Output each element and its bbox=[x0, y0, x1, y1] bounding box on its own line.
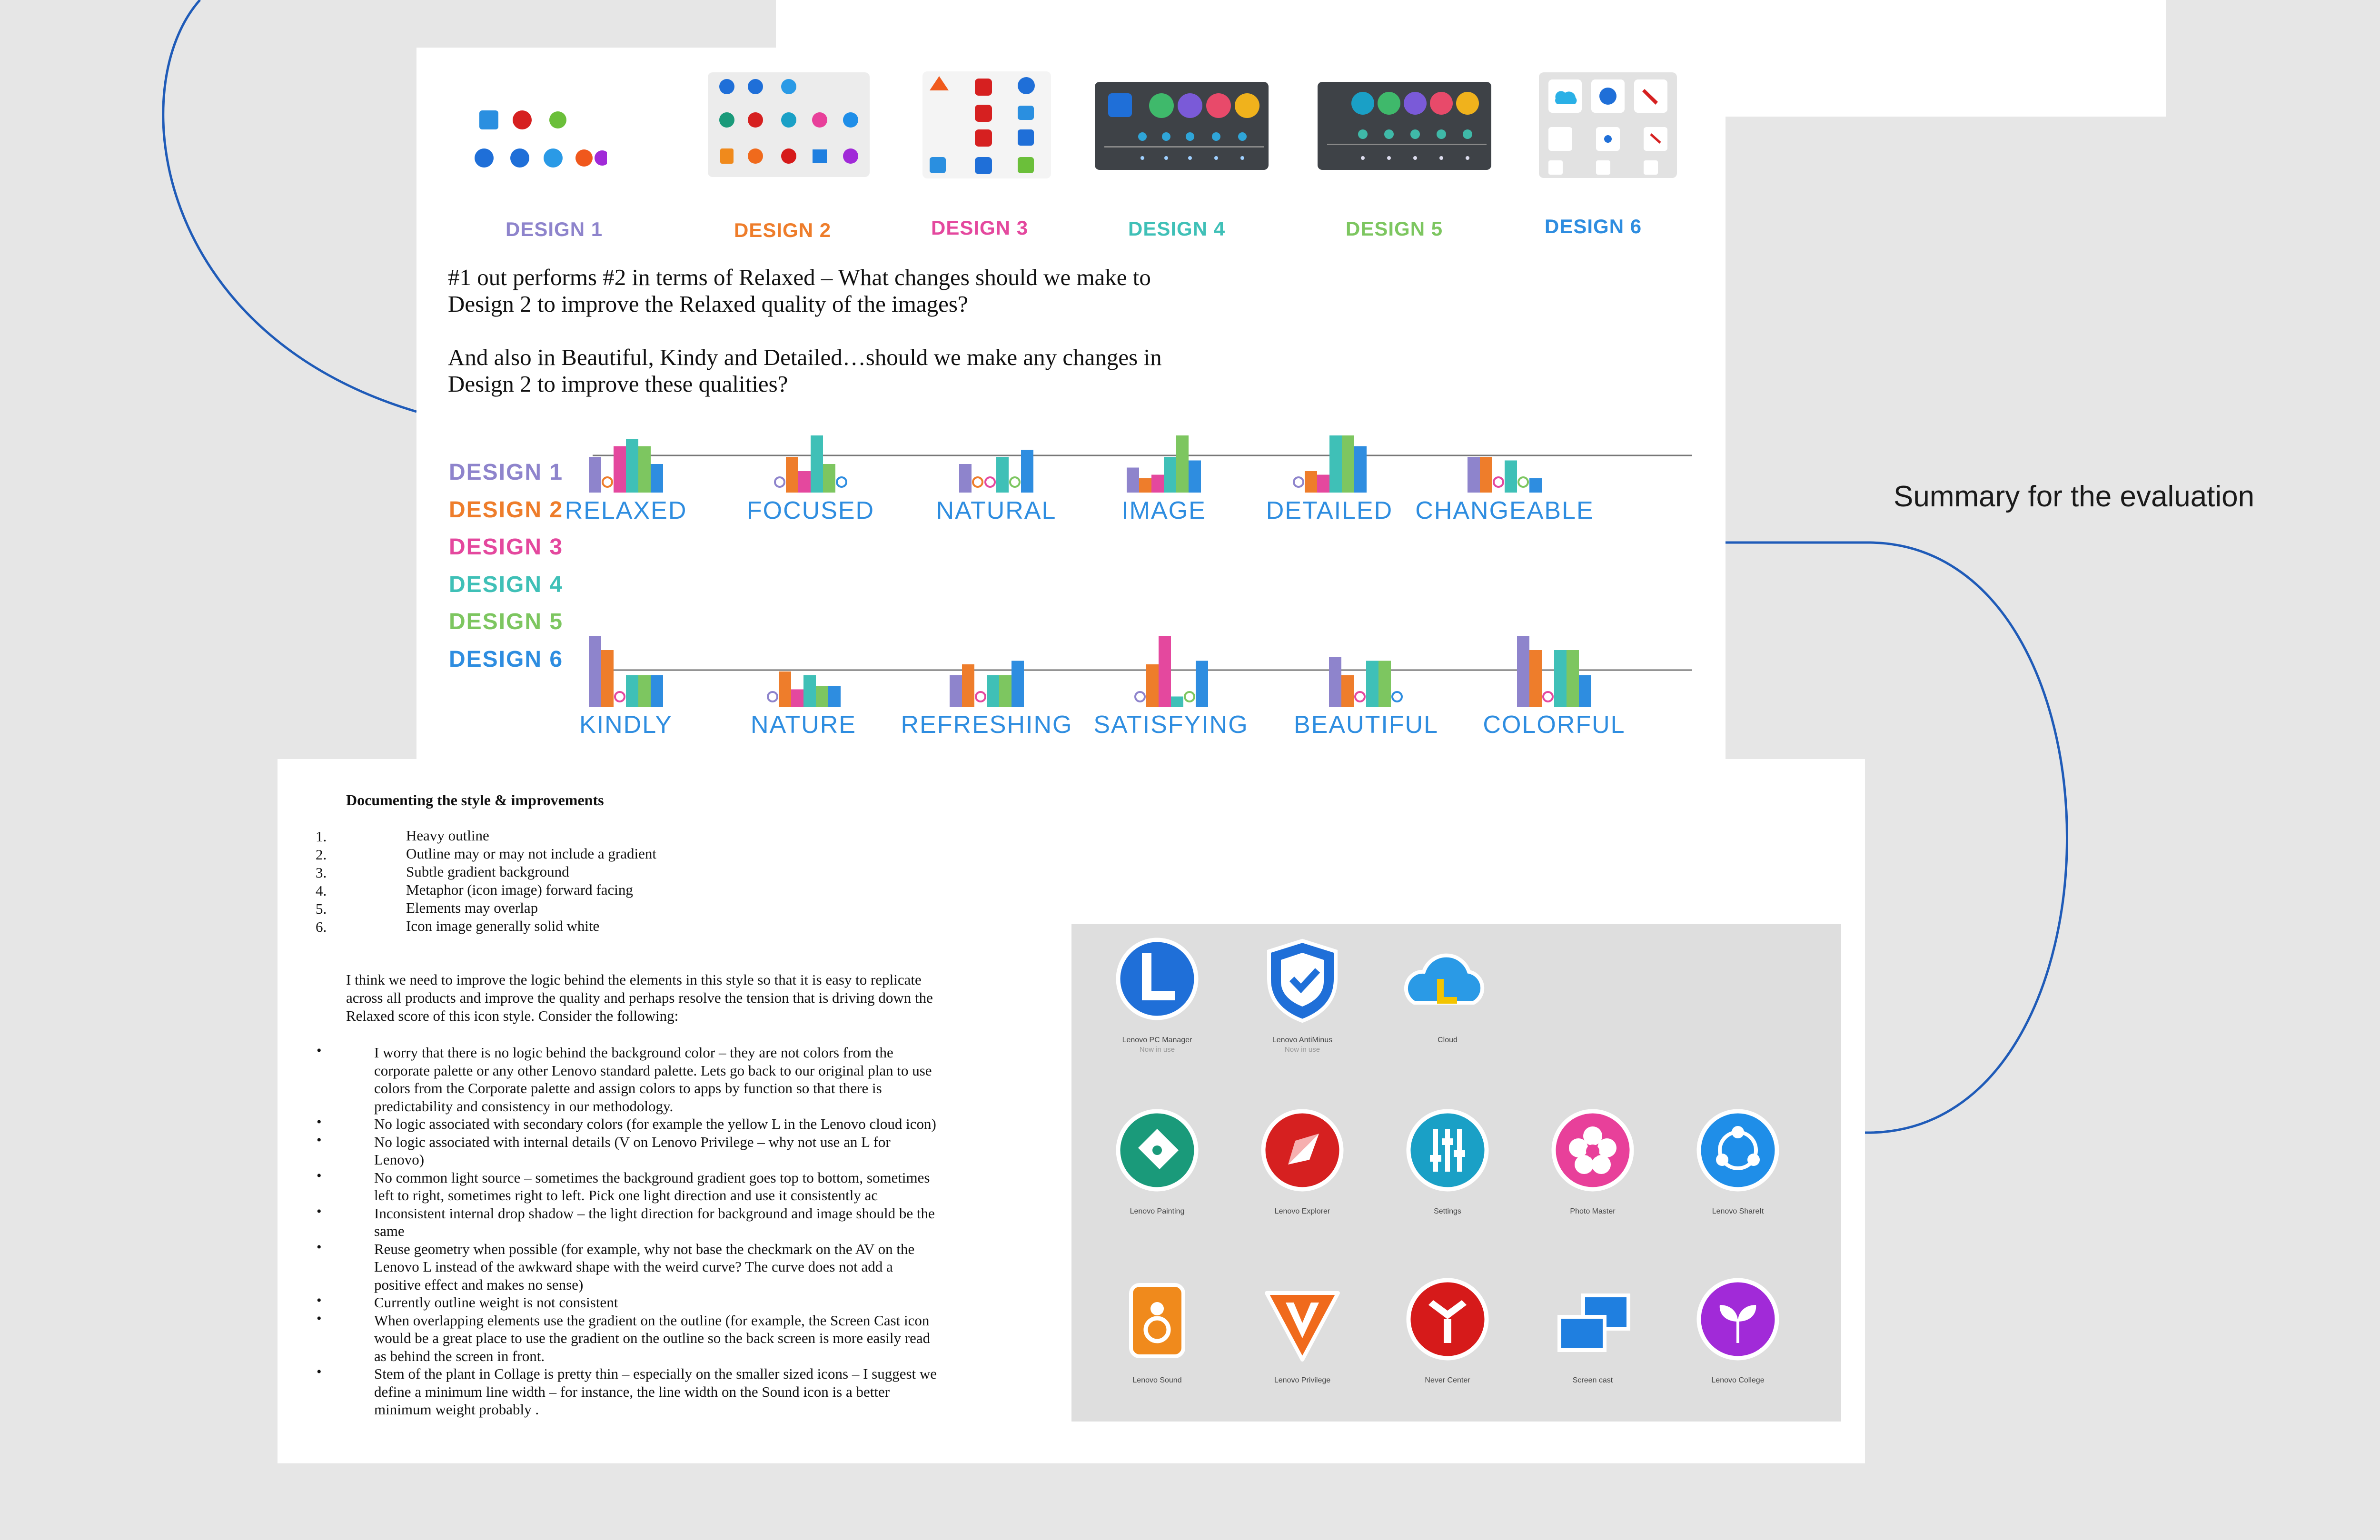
legend-design-4: DESIGN 4 bbox=[449, 572, 564, 597]
bar-changeable-design-2 bbox=[1480, 457, 1492, 493]
list-item: Heavy outline bbox=[406, 827, 489, 844]
list-item: Elements may overlap bbox=[406, 899, 538, 916]
category-label-refreshing: REFRESHING bbox=[901, 711, 1073, 739]
y-blade-icon[interactable] bbox=[1400, 1272, 1495, 1367]
bar-colorful-design-5 bbox=[1567, 650, 1579, 707]
bar-relaxed-design-4 bbox=[626, 439, 638, 493]
marker-nature-design-1 bbox=[768, 692, 777, 701]
marker-natural-design-3 bbox=[985, 477, 995, 487]
bullet-line: left to right, sometimes right to left. Pick one light direction and use it consistently ac bbox=[374, 1187, 878, 1204]
bullet-line: positive effect and makes no sense) bbox=[374, 1276, 584, 1293]
bullet-dot: • bbox=[317, 1310, 322, 1326]
bar-changeable-design-1 bbox=[1468, 457, 1480, 493]
flower-icon[interactable] bbox=[1545, 1103, 1640, 1198]
doc-title: Documenting the style & improvements bbox=[346, 791, 604, 809]
question-relaxed-line-2: Design 2 to improve the Relaxed quality of the images? bbox=[448, 291, 968, 317]
intro-line: Relaxed score of this icon style. Consider the following: bbox=[346, 1007, 679, 1024]
marker-refreshing-design-3 bbox=[976, 692, 985, 701]
shield-check-icon[interactable] bbox=[1255, 931, 1350, 1027]
category-label-detailed: DETAILED bbox=[1266, 497, 1393, 524]
bullet-line: same bbox=[374, 1223, 405, 1239]
bar-kindly-design-5 bbox=[638, 675, 651, 708]
marker-beautiful-design-3 bbox=[1355, 692, 1365, 701]
icon-label: Photo Master bbox=[1570, 1207, 1616, 1215]
bullet-dot: • bbox=[317, 1132, 322, 1148]
bar-nature-design-4 bbox=[803, 675, 816, 708]
bullet-line: No logic associated with internal details (V on Lenovo Privilege – why not use an L for bbox=[374, 1133, 891, 1150]
icon-label: Screen cast bbox=[1572, 1376, 1613, 1384]
thumb-label-design-4: DESIGN 4 bbox=[1128, 217, 1226, 240]
bullet-line: No logic associated with secondary colors (for example the yellow L in the Lenovo cloud icon) bbox=[374, 1116, 936, 1132]
bullet-line: No common light source – sometimes the background gradient goes top to bottom, sometimes bbox=[374, 1169, 930, 1186]
bullet-line: Currently outline weight is not consistent bbox=[374, 1294, 618, 1311]
question-qualities-line-2: Design 2 to improve these qualities? bbox=[448, 371, 788, 397]
thumb-label-design-3: DESIGN 3 bbox=[931, 217, 1029, 239]
bullet-line: minimum weight probably . bbox=[374, 1401, 539, 1418]
legend-design-5: DESIGN 5 bbox=[449, 609, 564, 634]
style-document-panel bbox=[278, 759, 1865, 1463]
bullet-dot: • bbox=[317, 1364, 322, 1380]
bar-image-design-1 bbox=[1127, 468, 1139, 493]
legend-design-1: DESIGN 1 bbox=[449, 460, 564, 485]
bar-colorful-design-1 bbox=[1517, 636, 1529, 707]
left-arc bbox=[163, 0, 416, 412]
icon-label: Lenovo PC Manager bbox=[1122, 1036, 1192, 1044]
bullet-dot: • bbox=[317, 1167, 322, 1184]
bullet-dot: • bbox=[317, 1043, 322, 1058]
icon-label: Settings bbox=[1434, 1207, 1461, 1215]
category-label-nature: NATURE bbox=[751, 711, 856, 739]
legend-design-2: DESIGN 2 bbox=[449, 497, 564, 523]
list-item: Outline may or may not include a gradient bbox=[406, 845, 656, 862]
bar-satisfying-design-6 bbox=[1196, 661, 1208, 708]
bullet-line: define a minimum line width – for instance, the line width on the Sound icon is a better bbox=[374, 1383, 890, 1400]
bullet-line: Stem of the plant in Collage is pretty thin – especially on the smaller sized icons – I suggest we bbox=[374, 1365, 937, 1382]
bar-detailed-design-6 bbox=[1354, 446, 1367, 493]
icon-label: Cloud bbox=[1438, 1036, 1458, 1044]
bar-refreshing-design-4 bbox=[987, 675, 999, 708]
bar-natural-design-1 bbox=[959, 464, 972, 493]
marker-focused-design-1 bbox=[775, 477, 784, 487]
thumb-label-design-2: DESIGN 2 bbox=[734, 219, 832, 241]
bar-image-design-5 bbox=[1176, 435, 1189, 493]
marker-natural-design-2 bbox=[973, 477, 982, 487]
bullet-line: as behind the screen in front. bbox=[374, 1347, 545, 1364]
bar-detailed-design-5 bbox=[1342, 435, 1354, 493]
marker-relaxed-design-2 bbox=[603, 477, 612, 487]
list-number: 4. bbox=[316, 882, 327, 899]
bar-beautiful-design-4 bbox=[1366, 661, 1378, 708]
bar-image-design-3 bbox=[1151, 475, 1164, 493]
category-label-image: IMAGE bbox=[1121, 497, 1206, 524]
list-number: 6. bbox=[316, 918, 327, 935]
bullet-line: would be a great place to use the gradient on the outline so the back screen is more easily read bbox=[374, 1330, 931, 1346]
speaker-icon[interactable] bbox=[1110, 1272, 1205, 1367]
icon-label: Lenovo Explorer bbox=[1274, 1207, 1330, 1215]
icon-label: Lenovo College bbox=[1711, 1376, 1765, 1384]
v-badge-icon[interactable] bbox=[1255, 1272, 1350, 1367]
bullet-line: I worry that there is no logic behind the background color – they are not colors from the bbox=[374, 1044, 893, 1061]
marker-changeable-design-5 bbox=[1518, 477, 1528, 487]
bullet-dot: • bbox=[317, 1293, 322, 1308]
thumb-label-design-1: DESIGN 1 bbox=[506, 218, 603, 240]
bar-detailed-design-4 bbox=[1329, 435, 1342, 493]
bar-nature-design-6 bbox=[828, 686, 841, 707]
bullet-line: colors from the Corporate palette and assign colors to apps by function so that there is bbox=[374, 1080, 882, 1096]
bullet-line: When overlapping elements use the gradient on the outline (for example, the Screen Cast icon bbox=[374, 1312, 930, 1329]
icon-label: Lenovo Sound bbox=[1132, 1376, 1182, 1384]
category-label-colorful: COLORFUL bbox=[1483, 711, 1626, 739]
cloud-icon[interactable] bbox=[1400, 931, 1495, 1027]
bar-natural-design-6 bbox=[1021, 450, 1033, 493]
summary-label: Summary for the evaluation bbox=[1894, 480, 2255, 513]
list-item: Subtle gradient background bbox=[406, 863, 569, 880]
bar-satisfying-design-2 bbox=[1146, 664, 1159, 707]
bullet-dot: • bbox=[317, 1239, 322, 1255]
bar-kindly-design-6 bbox=[651, 675, 663, 708]
list-item: Icon image generally solid white bbox=[406, 918, 600, 934]
bullet-line: corporate palette or any other Lenovo standard palette. Lets go back to our original plan to use bbox=[374, 1062, 932, 1079]
compass-icon[interactable] bbox=[1255, 1103, 1350, 1198]
icon-label: Lenovo AntiMinus bbox=[1272, 1036, 1333, 1044]
marker-detailed-design-1 bbox=[1294, 477, 1303, 487]
bullet-line: Inconsistent internal drop shadow – the light direction for background and image should be the bbox=[374, 1204, 935, 1222]
bar-nature-design-2 bbox=[779, 671, 791, 707]
thumb-label-design-5: DESIGN 5 bbox=[1346, 217, 1443, 240]
intro-line: across all products and improve the quality and perhaps resolve the tension that is driving down the bbox=[346, 989, 933, 1006]
bar-focused-design-5 bbox=[823, 464, 835, 493]
bar-relaxed-design-3 bbox=[614, 446, 626, 493]
share-nodes-icon[interactable] bbox=[1690, 1103, 1785, 1198]
paint-bucket-icon[interactable] bbox=[1110, 1103, 1205, 1198]
bar-relaxed-design-6 bbox=[651, 464, 663, 493]
marker-kindly-design-3 bbox=[615, 692, 625, 701]
category-label-focused: FOCUSED bbox=[746, 497, 875, 524]
bar-nature-design-5 bbox=[816, 686, 828, 707]
bar-kindly-design-2 bbox=[601, 650, 614, 707]
marker-satisfying-design-5 bbox=[1185, 692, 1194, 701]
bullet-line: predictability and consistency in our methodology. bbox=[374, 1097, 674, 1115]
bar-image-design-6 bbox=[1189, 461, 1201, 493]
bar-image-design-2 bbox=[1139, 478, 1151, 493]
category-label-satisfying: SATISFYING bbox=[1093, 711, 1249, 739]
bar-changeable-design-6 bbox=[1529, 478, 1542, 493]
bar-detailed-design-3 bbox=[1317, 475, 1329, 493]
icon-sheet bbox=[1071, 924, 1841, 1422]
thumb-label-design-6: DESIGN 6 bbox=[1545, 215, 1642, 237]
icon-label: Lenovo ShareIt bbox=[1712, 1207, 1764, 1215]
bar-satisfying-design-3 bbox=[1159, 636, 1171, 707]
bar-colorful-design-2 bbox=[1529, 650, 1542, 707]
icon-label: Lenovo Privilege bbox=[1274, 1376, 1331, 1384]
list-number: 5. bbox=[316, 900, 327, 917]
bar-beautiful-design-1 bbox=[1329, 657, 1341, 707]
bar-image-design-4 bbox=[1164, 457, 1176, 493]
bar-colorful-design-4 bbox=[1554, 650, 1567, 707]
bar-colorful-design-6 bbox=[1579, 675, 1591, 708]
screen-cast-icon[interactable] bbox=[1545, 1272, 1640, 1367]
marker-focused-design-6 bbox=[837, 477, 846, 487]
bar-kindly-design-4 bbox=[626, 675, 638, 708]
bar-refreshing-design-1 bbox=[950, 675, 962, 708]
bar-kindly-design-1 bbox=[589, 636, 601, 707]
marker-satisfying-design-1 bbox=[1135, 692, 1145, 701]
legend-design-6: DESIGN 6 bbox=[449, 647, 564, 672]
bullet-line: Lenovo) bbox=[374, 1151, 425, 1168]
category-label-relaxed: RELAXED bbox=[565, 497, 687, 524]
legend-design-3: DESIGN 3 bbox=[449, 534, 564, 560]
bar-focused-design-2 bbox=[786, 457, 798, 493]
bar-natural-design-4 bbox=[996, 457, 1009, 493]
bar-relaxed-design-1 bbox=[589, 457, 601, 493]
marker-colorful-design-3 bbox=[1543, 692, 1553, 701]
results-panel bbox=[416, 48, 1726, 773]
sliders-icon[interactable] bbox=[1400, 1103, 1495, 1198]
bar-detailed-design-2 bbox=[1305, 471, 1317, 493]
list-number: 2. bbox=[316, 846, 327, 863]
bar-refreshing-design-2 bbox=[962, 664, 974, 707]
category-label-changeable: CHANGEABLE bbox=[1415, 497, 1594, 524]
list-number: 3. bbox=[316, 864, 327, 881]
bar-changeable-design-4 bbox=[1505, 461, 1517, 493]
marker-natural-design-5 bbox=[1010, 477, 1020, 487]
question-qualities-line-1: And also in Beautiful, Kindy and Detailed…should we make any changes in bbox=[448, 344, 1162, 370]
bar-relaxed-design-5 bbox=[638, 446, 651, 493]
icon-label: Lenovo Painting bbox=[1130, 1207, 1185, 1215]
category-label-natural: NATURAL bbox=[936, 497, 1057, 524]
l-letter-icon[interactable] bbox=[1110, 931, 1205, 1027]
bar-refreshing-design-6 bbox=[1012, 661, 1024, 708]
list-item: Metaphor (icon image) forward facing bbox=[406, 881, 633, 898]
category-label-beautiful: BEAUTIFUL bbox=[1293, 711, 1439, 739]
icon-sublabel: Now in use bbox=[1284, 1046, 1320, 1054]
sprout-icon[interactable] bbox=[1690, 1272, 1785, 1367]
list-number: 1. bbox=[316, 828, 327, 845]
bar-refreshing-design-5 bbox=[999, 675, 1012, 708]
bar-beautiful-design-2 bbox=[1341, 675, 1354, 708]
icon-label: Never Center bbox=[1425, 1376, 1470, 1384]
bullet-dot: • bbox=[317, 1203, 322, 1219]
icon-sublabel: Now in use bbox=[1139, 1046, 1175, 1054]
question-relaxed-line-1: #1 out performs #2 in terms of Relaxed – What changes should we make to bbox=[448, 264, 1151, 290]
bar-focused-design-4 bbox=[811, 435, 823, 493]
bullet-dot: • bbox=[317, 1114, 322, 1130]
bar-satisfying-design-4 bbox=[1171, 697, 1183, 708]
intro-line: I think we need to improve the logic behind the elements in this style so that it is easy to replicate bbox=[346, 971, 922, 988]
results-bar-chart bbox=[416, 48, 1726, 773]
bar-focused-design-3 bbox=[798, 471, 811, 493]
marker-changeable-design-3 bbox=[1494, 477, 1503, 487]
bar-beautiful-design-5 bbox=[1378, 661, 1391, 708]
bar-nature-design-3 bbox=[791, 690, 803, 708]
marker-beautiful-design-6 bbox=[1392, 692, 1402, 701]
category-label-kindly: KINDLY bbox=[579, 711, 673, 739]
bullet-line: Lenovo L instead of the awkward shape with the weird curve? The curve does not add a bbox=[374, 1258, 893, 1275]
bullet-line: Reuse geometry when possible (for example, why not base the checkmark on the AV on the bbox=[374, 1240, 915, 1257]
